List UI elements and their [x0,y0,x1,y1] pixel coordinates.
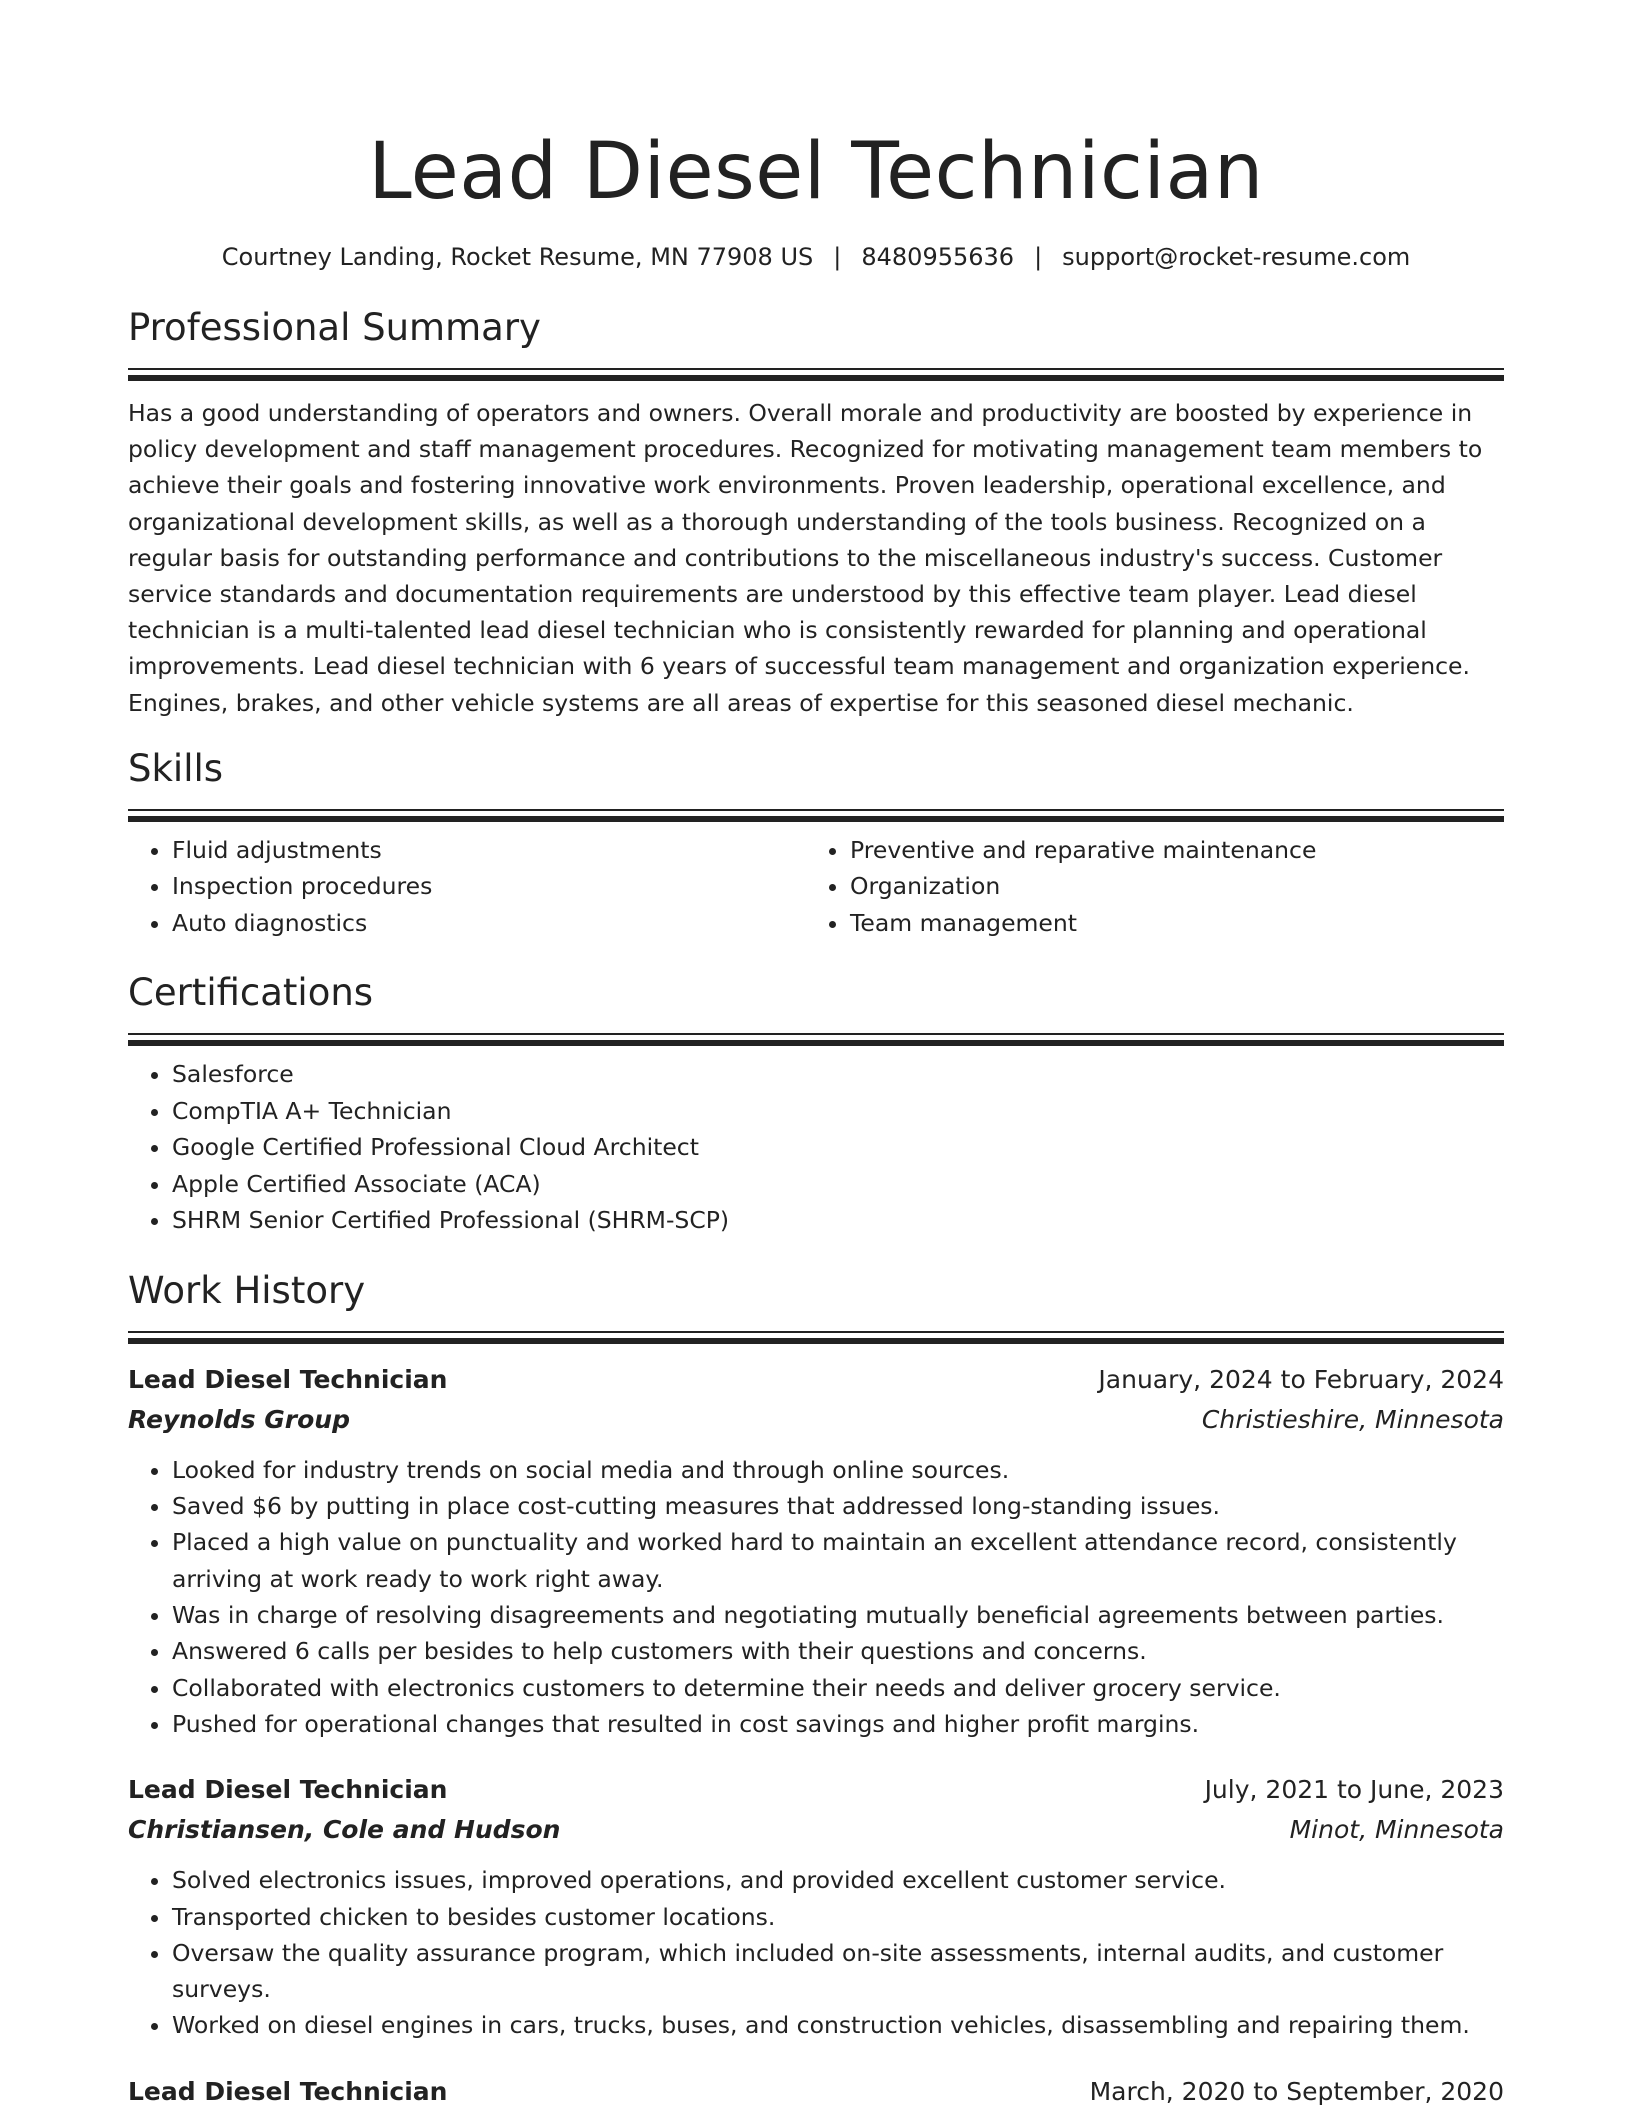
skill-item: • Organization [850,868,1484,905]
skill-item: • Inspection procedures [172,868,806,905]
skills-column-right [806,832,1484,942]
contact-separator: | [833,243,842,271]
job-company: Reynolds Group [128,1404,350,1434]
job-dates: January, 2024 to February, 2024 [1098,1364,1504,1394]
certification-item: • SHRM Senior Certified Professional (SHRM-SCP) [172,1202,1504,1239]
job-title: Lead Diesel Technician [128,1364,448,1394]
job-header [128,1360,1504,1400]
skill-item: • Preventive and reparative maintenance [850,832,1484,869]
section-divider [128,375,1504,381]
job-bullet: • Saved $6 by putting in place cost-cutting measures that addressed long-standing issues. [172,1488,1504,1524]
job-bullet: • Worked on diesel engines in cars, trucks, buses, and construction vehicles, disassembling and repairing them. [172,2007,1504,2043]
skill-item: • Fluid adjustments [172,832,806,869]
job-title: Lead Diesel Technician [128,1775,448,1805]
section-heading-skills: Skills [128,746,224,790]
section-divider [128,1338,1504,1344]
job-location: Christieshire, Minnesota [1201,1404,1504,1434]
contact-line [128,240,1504,274]
job-header [128,1770,1504,1810]
certification-item: • Google Certified Professional Cloud Architect [172,1129,1504,1166]
job-bullet: • Answered 6 calls per besides to help customers with their questions and concerns. [172,1633,1504,1669]
skill-item: • Auto diagnostics [172,905,806,942]
job-bullets [128,1452,1504,1742]
summary-section [128,302,1504,721]
job-bullet: • Solved electronics issues, improved operations, and provided excellent customer service. [172,1862,1504,1898]
section-heading-work-history: Work History [128,1268,366,1312]
section-heading-certifications: Certifications [128,971,374,1015]
section-heading-summary: Professional Summary [128,306,541,349]
skill-item: • Team management [850,905,1484,942]
skills-columns [128,832,1504,942]
job-dates: July, 2021 to June, 2023 [1204,1775,1504,1805]
job-subheader [128,1400,1504,1440]
work-history-section [128,1265,1504,2112]
section-divider [128,1033,1504,1035]
job-bullet: • Oversaw the quality assurance program, which included on-site assessments, internal audits, and customer surveys. [172,1935,1504,2008]
job-entry [128,1770,1504,2043]
section-divider [128,1040,1504,1046]
summary-text: Has a good understanding of operators and owners. Overall morale and productivity are boosted by experience in policy development and staff management procedures. Recognized for motivating management team members to achieve their goals and fostering innovative work environments. Proven leadership, operational excellence, and organizational development skills, as well as a thorough understanding of the tools business. Recognized on a regular basis for outstanding performance and contributions to the miscellaneous industry's success. Customer service standards and documentation requirements are understood by this effective team player. Lead diesel technician is a multi-talented lead diesel technician who is consistently rewarded for planning and operational improvements. Lead diesel technician with 6 years of successful team management and organization experience. Engines, brakes, and other vehicle systems are all areas of expertise for this seasoned diesel mechanic. [128,399,1483,717]
contact-separator: | [1034,243,1043,271]
job-title: Lead Diesel Technician [128,2076,448,2106]
resume-page [128,0,1504,2112]
job-location: Minot, Minnesota [1289,1815,1504,1845]
job-bullet: • Pushed for operational changes that resulted in cost savings and higher profit margins. [172,1706,1504,1742]
certification-item: • Salesforce [172,1056,1504,1093]
section-divider [128,809,1504,811]
contact-email: support@rocket-resume.com [1062,243,1411,271]
job-bullet: • Placed a high value on punctuality and worked hard to maintain an excellent attendance record, consistently arriving at work ready to work right away. [172,1524,1504,1597]
contact-address: Courtney Landing, Rocket Resume, MN 77908 US [221,243,814,271]
job-bullet: • Was in charge of resolving disagreements and negotiating mutually beneficial agreements between parties. [172,1597,1504,1633]
contact-phone: 8480955636 [861,243,1015,271]
certifications-section [128,967,1504,1239]
skills-column-left [128,832,806,942]
job-header [128,2072,1504,2112]
skills-section [128,743,1504,942]
job-bullet: • Looked for industry trends on social media and through online sources. [172,1452,1504,1488]
job-dates: March, 2020 to September, 2020 [1089,2076,1504,2106]
job-company: Christiansen, Cole and Hudson [128,1815,561,1845]
job-bullets [128,1862,1504,2043]
job-bullet: • Collaborated with electronics customers to determine their needs and deliver grocery service. [172,1670,1504,1706]
resume-title: Lead Diesel Technician [368,127,1264,217]
certification-item: • Apple Certified Associate (ACA) [172,1166,1504,1203]
certification-item: • CompTIA A+ Technician [172,1093,1504,1130]
job-entry [128,1360,1504,1742]
certifications-list [128,1056,1504,1239]
section-divider [128,816,1504,822]
job-entry [128,2072,1504,2112]
section-divider [128,368,1504,370]
job-bullet: • Transported chicken to besides customer locations. [172,1899,1504,1935]
job-subheader [128,1810,1504,1850]
section-divider [128,1331,1504,1333]
